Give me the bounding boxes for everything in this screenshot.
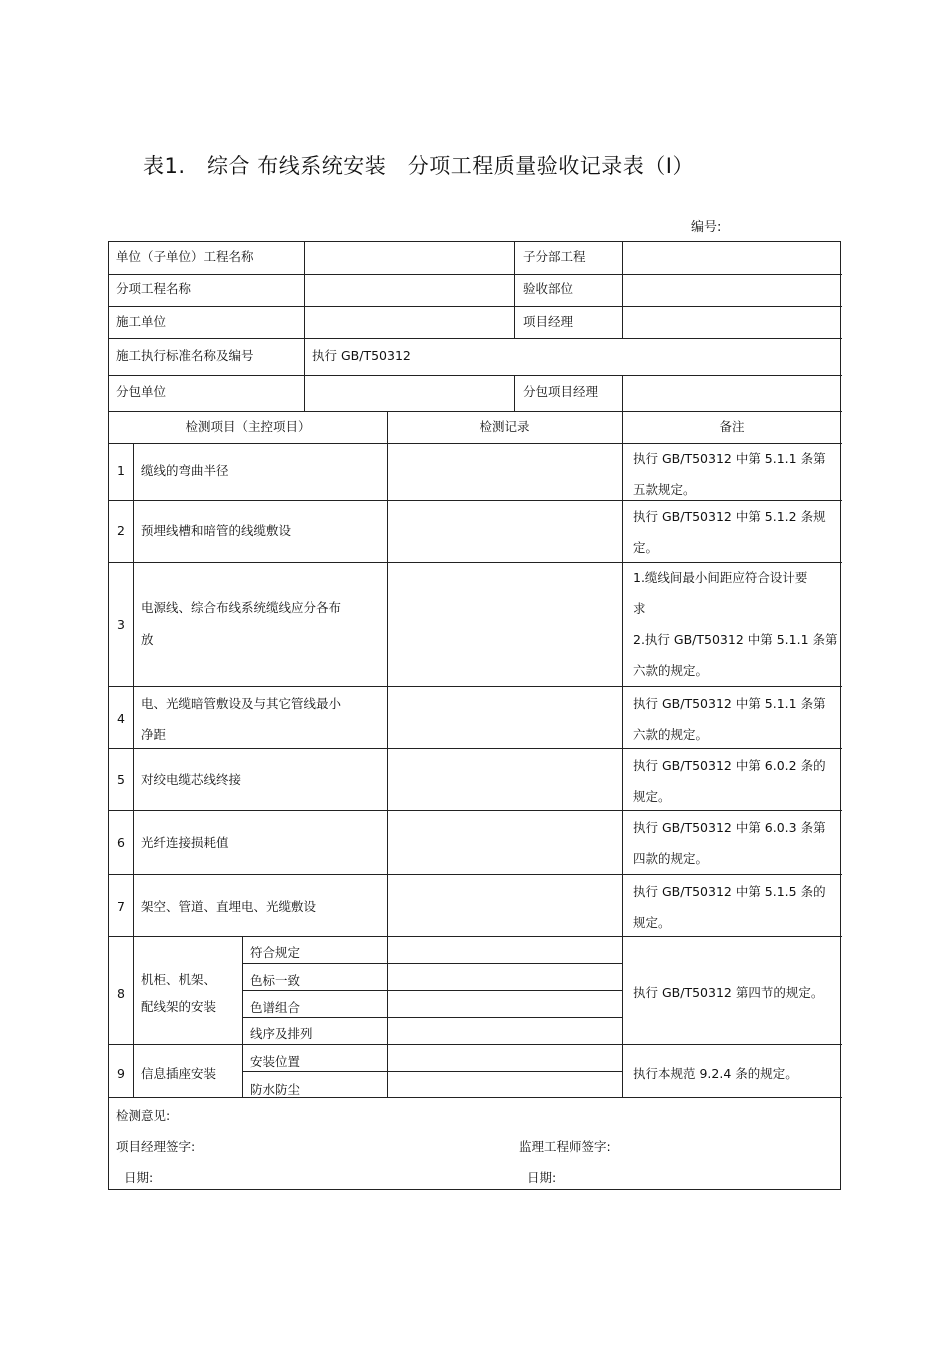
item-2-remark-line-1: 执行 GB/T50312 中第 5.1.2 条规	[633, 509, 826, 524]
item-7-remark-line-2: 规定。	[633, 915, 671, 930]
item-4-remark-line-2: 六款的规定。	[633, 727, 709, 742]
column-item: 检测项目（主控项目）	[185, 419, 311, 434]
item-8-sub-4: 线序及排列	[250, 1026, 313, 1041]
item-8-sub-1: 符合规定	[250, 945, 301, 960]
item-9-sub-2: 防水防尘	[250, 1082, 301, 1097]
standard-value: 执行 GB/T50312	[312, 348, 411, 363]
supervisor-sign-label: 监理工程师签字:	[519, 1139, 611, 1154]
item-4-remark-line-1: 执行 GB/T50312 中第 5.1.1 条第	[633, 696, 826, 711]
item-8-number: 8	[117, 986, 125, 1001]
item-3-name-line-1: 电源线、综合布线系统缆线应分各布	[141, 600, 342, 615]
document-title: 表1. 综合 布线系统安装 分项工程质量验收记录表（Ⅰ）	[143, 154, 694, 178]
item-4-number: 4	[117, 711, 125, 726]
item-3-number: 3	[117, 617, 125, 632]
item-9-name: 信息插座安装	[141, 1066, 217, 1081]
item-1-remark-line-1: 执行 GB/T50312 中第 5.1.1 条第	[633, 451, 826, 466]
item-8-sub-3: 色谱组合	[250, 1000, 301, 1015]
item-3-name-line-2: 放	[141, 632, 154, 647]
item-8-remark: 执行 GB/T50312 第四节的规定。	[633, 985, 824, 1000]
item-9-number: 9	[117, 1066, 125, 1081]
item-3-remark-line-3: 2.执行 GB/T50312 中第 5.1.1 条第	[633, 632, 838, 647]
item-8-name-line-2: 配线架的安装	[141, 999, 217, 1014]
column-record: 检测记录	[479, 419, 530, 434]
item-6-remark-line-1: 执行 GB/T50312 中第 6.0.3 条第	[633, 820, 826, 835]
item-1-name: 缆线的弯曲半径	[141, 463, 229, 478]
item-6-remark-line-2: 四款的规定。	[633, 851, 709, 866]
item-6-name: 光纤连接损耗值	[141, 835, 229, 850]
opinion-label: 检测意见:	[116, 1108, 171, 1123]
pm-sign-label: 项目经理签字:	[116, 1139, 196, 1154]
item-1-remark-line-2: 五款规定。	[633, 482, 696, 497]
date-label-right: 日期:	[527, 1170, 557, 1185]
item-5-remark-line-1: 执行 GB/T50312 中第 6.0.2 条的	[633, 758, 826, 773]
item-4-name-line-1: 电、光缆暗管敷设及与其它管线最小	[141, 696, 342, 711]
item-8-sub-2: 色标一致	[250, 973, 301, 988]
project-manager-label: 项目经理	[523, 314, 574, 329]
standard-label: 施工执行标准名称及编号	[116, 348, 254, 363]
item-1-number: 1	[117, 463, 125, 478]
item-7-name: 架空、管道、直埋电、光缆敷设	[141, 899, 317, 914]
item-2-name: 预埋线槽和暗管的线缆敷设	[141, 523, 292, 538]
subcontractor-label: 分包单位	[116, 384, 167, 399]
item-9-sub-1: 安装位置	[250, 1054, 301, 1069]
date-label-left: 日期:	[124, 1170, 154, 1185]
construction-unit-label: 施工单位	[116, 314, 167, 329]
item-3-remark-line-2: 求	[633, 601, 646, 616]
item-7-remark-line-1: 执行 GB/T50312 中第 5.1.5 条的	[633, 884, 826, 899]
item-9-remark: 执行本规范 9.2.4 条的规定。	[633, 1066, 798, 1081]
code-label: 编号:	[691, 220, 722, 235]
item-8-name-line-1: 机柜、机架、	[141, 972, 217, 987]
sub-item-name-label: 分项工程名称	[116, 281, 192, 296]
unit-project-name-label: 单位（子单位）工程名称	[116, 249, 254, 264]
item-3-remark-line-1: 1.缆线间最小间距应符合设计要	[633, 570, 808, 585]
sub-division-label: 子分部工程	[523, 249, 586, 264]
item-6-number: 6	[117, 835, 125, 850]
item-2-number: 2	[117, 523, 125, 538]
sub-pm-label: 分包项目经理	[523, 384, 599, 399]
item-4-name-line-2: 净距	[141, 727, 167, 742]
column-remark: 备注	[719, 419, 745, 434]
inspection-record-table	[108, 241, 841, 1190]
item-7-number: 7	[117, 899, 125, 914]
item-5-name: 对绞电缆芯线终接	[141, 772, 242, 787]
item-3-remark-line-4: 六款的规定。	[633, 663, 709, 678]
acceptance-part-label: 验收部位	[523, 281, 574, 296]
item-2-remark-line-2: 定。	[633, 540, 659, 555]
item-5-number: 5	[117, 772, 125, 787]
item-5-remark-line-2: 规定。	[633, 789, 671, 804]
